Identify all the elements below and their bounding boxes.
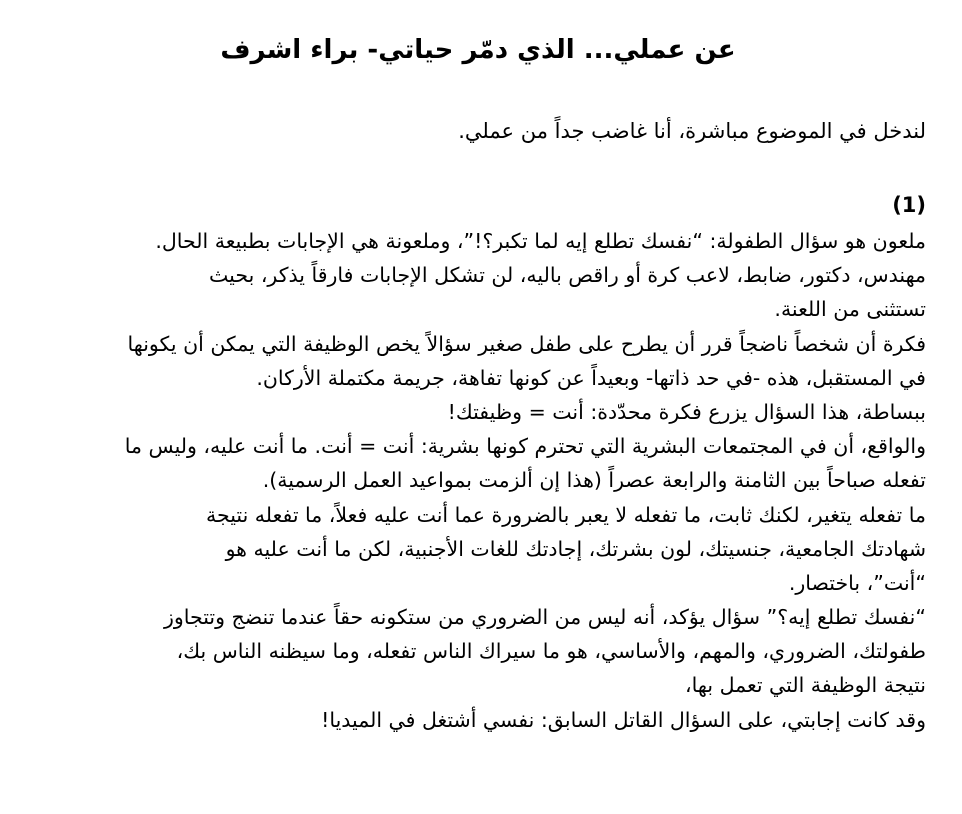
body-line: فكرة أن شخصاً ناضجاً قرر أن يطرح على طفل صغير سؤالاً يخص الوظيفة التي يمكن أن يكونها xyxy=(127,331,926,356)
body-line: تفعله صباحاً بين الثامنة والرابعة عصراً (هذا إن ألزمت بمواعيد العمل الرسمية). xyxy=(262,468,926,493)
body-line: ملعون هو سؤال الطفولة: “نفسك تطلع إيه لما تكبر؟!”، وملعونة هي الإجابات بطبيعة الحال. xyxy=(155,229,926,253)
body-line: والواقع، أن في المجتمعات البشرية التي تحترم كونها بشرية: أنت = أنت. ما أنت عليه، وليس ما xyxy=(124,434,926,459)
body-line: مهندس، دكتور، ضابط، لاعب كرة أو راقص باليه، لن تشكل الإجابات فارقاً يذكر، بحيث xyxy=(209,263,926,288)
body-line: “أنت”، باختصار. xyxy=(788,570,926,595)
body-line: ما تفعله يتغير، لكنك ثابت، ما تفعله لا يعبر بالضرورة عما أنت عليه فعلاً، ما تفعله نتيجة xyxy=(205,502,926,527)
intro-paragraph: لندخل في الموضوع مباشرة، أنا غاضب جداً من عملي. xyxy=(458,119,926,143)
article-title: عن عملي... الذي دمّر حياتي- براء اشرف xyxy=(220,35,736,65)
section-number: (1) xyxy=(892,193,926,217)
body-line: تستثنى من اللعنة. xyxy=(774,297,926,322)
body-line: شهادتك الجامعية، جنسيتك، لون بشرتك، إجادتك للغات الأجنبية، لكن ما أنت عليه هو xyxy=(225,536,926,561)
section-body xyxy=(30,224,926,737)
body-line: نتيجة الوظيفة التي تعمل بها، xyxy=(685,673,926,698)
body-line: وقد كانت إجابتي، على السؤال القاتل السابق: نفسي أشتغل في الميديا! xyxy=(321,707,926,732)
body-line: طفولتك، الضروري، والمهم، والأساسي، هو ما سيراك الناس تفعله، وما سيظنه الناس بك، xyxy=(176,639,926,664)
body-line: “نفسك تطلع إيه؟” سؤال يؤكد، أنه ليس من الضروري من ستكونه حقاً عندما تنضج وتتجاوز xyxy=(163,605,926,630)
body-line: في المستقبل، هذه -في حد ذاتها- وبعيداً عن كونها تفاهة، جريمة مكتملة الأركان. xyxy=(256,365,926,390)
body-line: ببساطة، هذا السؤال يزرع فكرة محدّدة: أنت = وظيفتك! xyxy=(447,399,926,424)
